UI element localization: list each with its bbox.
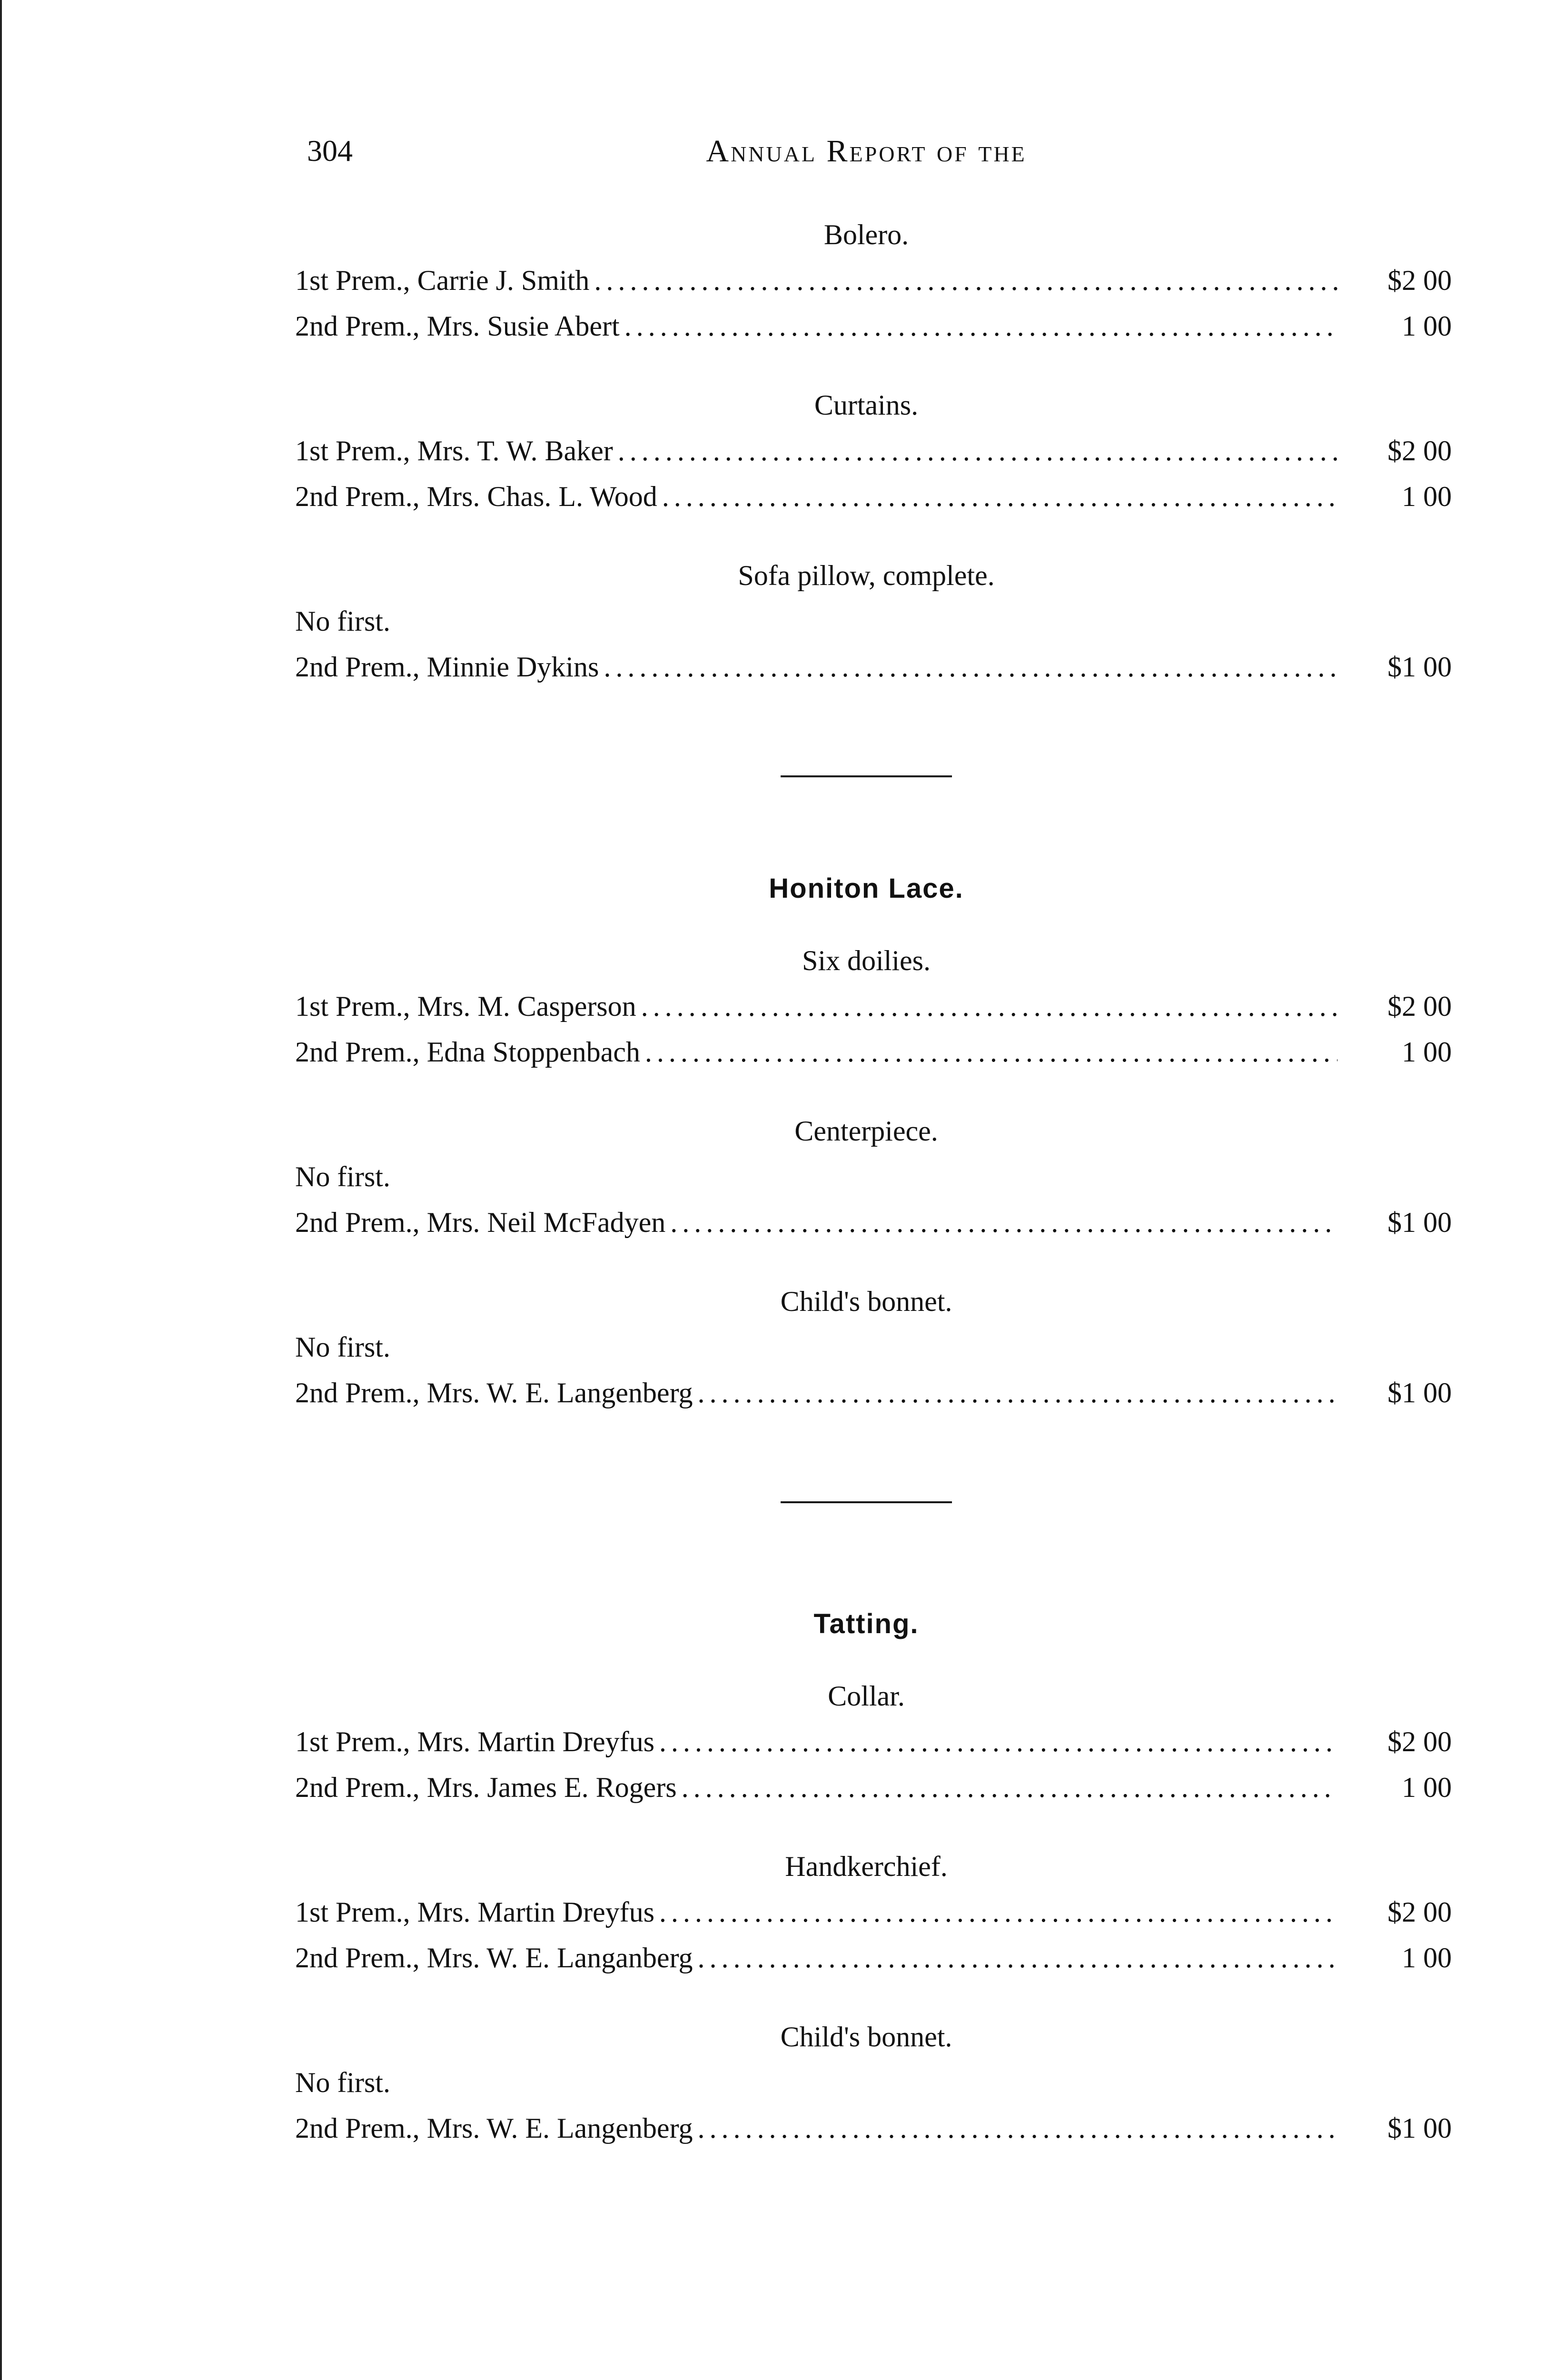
subsection-title: Sofa pillow, complete. bbox=[738, 560, 995, 591]
entry-name: 2nd Prem., Mrs. Chas. L. Wood bbox=[295, 481, 657, 512]
entry-amount: $2 00 bbox=[1387, 265, 1452, 296]
category-heading: Honiton Lace. bbox=[769, 873, 964, 904]
entry-name: No first. bbox=[295, 2067, 390, 2098]
premium-entry bbox=[281, 983, 1452, 1029]
section-divider bbox=[781, 1501, 952, 1503]
entry-name: 2nd Prem., Minnie Dykins bbox=[295, 651, 599, 683]
dot-leader bbox=[645, 1029, 1338, 1075]
premium-entry bbox=[281, 1370, 1452, 1416]
page-header bbox=[281, 129, 1452, 190]
subsection-title: Bolero. bbox=[823, 219, 909, 250]
premium-entry bbox=[281, 1324, 1452, 1370]
subsection-title: Six doilies. bbox=[802, 945, 931, 976]
entry-name: No first. bbox=[295, 605, 390, 637]
subsection-title: Handkerchief. bbox=[785, 1851, 948, 1882]
premium-entry bbox=[281, 303, 1452, 349]
section-divider bbox=[781, 775, 952, 777]
entry-amount: 1 00 bbox=[1402, 481, 1452, 512]
dot-leader bbox=[670, 1200, 1338, 1245]
entry-name: 2nd Prem., Mrs. James E. Rogers bbox=[295, 1772, 677, 1803]
entry-name: 1st Prem., Mrs. T. W. Baker bbox=[295, 435, 613, 466]
entry-name: 1st Prem., Mrs. Martin Dreyfus bbox=[295, 1896, 654, 1928]
premium-entry bbox=[281, 1200, 1452, 1245]
premium-entry bbox=[281, 1935, 1452, 1981]
dot-leader bbox=[641, 983, 1338, 1029]
entry-amount: $1 00 bbox=[1387, 1207, 1452, 1238]
entry-name: No first. bbox=[295, 1331, 390, 1363]
entry-name: 1st Prem., Mrs. Martin Dreyfus bbox=[295, 1726, 654, 1757]
subsection-title: Child's bonnet. bbox=[780, 1286, 952, 1317]
subsection-title: Collar. bbox=[828, 1680, 905, 1712]
premium-list bbox=[281, 212, 1452, 2151]
entry-name: No first. bbox=[295, 1161, 390, 1192]
premium-entry bbox=[281, 644, 1452, 690]
entry-amount: $2 00 bbox=[1387, 991, 1452, 1022]
premium-entry bbox=[281, 1765, 1452, 1810]
entry-name: 2nd Prem., Mrs. W. E. Langenberg bbox=[295, 2112, 693, 2144]
entry-name: 1st Prem., Mrs. M. Casperson bbox=[295, 991, 636, 1022]
premium-entry bbox=[281, 1029, 1452, 1075]
dot-leader bbox=[697, 2105, 1338, 2151]
entry-amount: $2 00 bbox=[1387, 435, 1452, 466]
premium-entry bbox=[281, 2060, 1452, 2105]
document-page bbox=[281, 129, 1452, 2151]
dot-leader bbox=[697, 1935, 1338, 1981]
premium-entry bbox=[281, 474, 1452, 519]
entry-amount: $2 00 bbox=[1387, 1896, 1452, 1928]
page-edge-shadow bbox=[0, 0, 2, 2380]
entry-amount: 1 00 bbox=[1402, 1942, 1452, 1973]
premium-group bbox=[281, 1501, 1452, 2151]
subsection-title: Centerpiece. bbox=[794, 1115, 938, 1147]
running-head: Annual Report of the bbox=[706, 134, 1027, 169]
subsection-title: Child's bonnet. bbox=[780, 2021, 952, 2053]
premium-entry bbox=[281, 428, 1452, 474]
entry-name: 2nd Prem., Mrs. W. E. Langanberg bbox=[295, 1942, 693, 1973]
premium-entry bbox=[281, 598, 1452, 644]
entry-amount: $1 00 bbox=[1387, 2112, 1452, 2144]
dot-leader bbox=[659, 1719, 1338, 1765]
entry-name: 1st Prem., Carrie J. Smith bbox=[295, 265, 590, 296]
dot-leader bbox=[659, 1889, 1338, 1935]
premium-entry bbox=[281, 258, 1452, 303]
dot-leader bbox=[624, 303, 1338, 349]
subsection-title: Curtains. bbox=[814, 389, 919, 421]
entry-amount: 1 00 bbox=[1402, 1772, 1452, 1803]
dot-leader bbox=[594, 258, 1338, 303]
dot-leader bbox=[682, 1765, 1338, 1810]
premium-entry bbox=[281, 1154, 1452, 1200]
premium-group bbox=[281, 775, 1452, 1416]
dot-leader bbox=[662, 474, 1338, 519]
entry-name: 2nd Prem., Mrs. Susie Abert bbox=[295, 310, 620, 342]
page-number: 304 bbox=[307, 134, 353, 168]
dot-leader bbox=[618, 428, 1338, 474]
entry-amount: $1 00 bbox=[1387, 1377, 1452, 1408]
entry-amount: $1 00 bbox=[1387, 651, 1452, 683]
premium-entry bbox=[281, 1889, 1452, 1935]
entry-name: 2nd Prem., Mrs. Neil McFadyen bbox=[295, 1207, 666, 1238]
entry-amount: 1 00 bbox=[1402, 310, 1452, 342]
premium-entry bbox=[281, 2105, 1452, 2151]
entry-name: 2nd Prem., Mrs. W. E. Langenberg bbox=[295, 1377, 693, 1408]
dot-leader bbox=[697, 1370, 1338, 1416]
dot-leader bbox=[604, 644, 1338, 690]
premium-group bbox=[281, 212, 1452, 690]
entry-amount: $2 00 bbox=[1387, 1726, 1452, 1757]
entry-amount: 1 00 bbox=[1402, 1036, 1452, 1068]
premium-entry bbox=[281, 1719, 1452, 1765]
entry-name: 2nd Prem., Edna Stoppenbach bbox=[295, 1036, 640, 1068]
category-heading: Tatting. bbox=[813, 1608, 919, 1639]
